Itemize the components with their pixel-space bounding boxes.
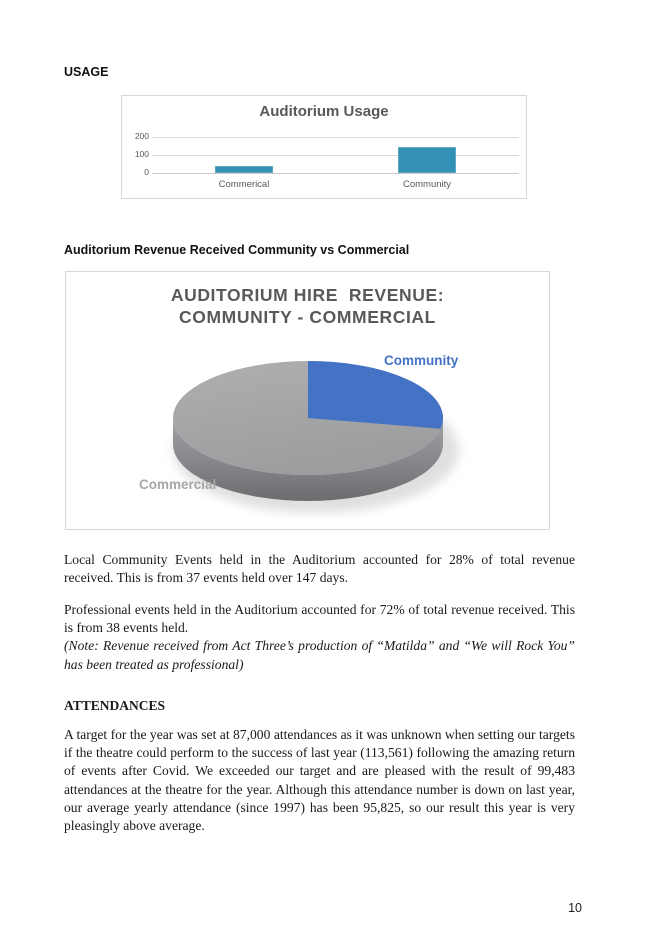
gridline-200 <box>152 137 519 138</box>
pie-slice-community <box>308 361 443 429</box>
gridline-100 <box>152 155 519 156</box>
pie-chart-title-line1: AUDITORIUM HIRE REVENUE: <box>170 285 445 305</box>
pie-chart-title-line2: COMMUNITY - COMMERCIAL <box>179 307 436 327</box>
revenue-heading: Auditorium Revenue Received Community vs Commercial <box>64 243 410 257</box>
pie-label-community: Community <box>384 353 459 368</box>
category-label: Community <box>402 178 452 190</box>
bar-chart <box>121 95 527 199</box>
y-tick-label: 0 <box>144 167 149 177</box>
usage-heading: USAGE <box>64 65 109 79</box>
pie-chart <box>65 271 550 530</box>
attendances-paragraph: A target for the year was set at 87,000 attendances as it was unknown when setting our targets if the theatre could perform to the success of last year (113,561) following the amazing return of events after Covid. We exceeded our target and are pleased with the result of 99,483 attendances at the theatre for the year. Although this attendance number is down on last year, our average yearly attendance (since 1997) has been 95,825, so our result this year is very pleasingly above average. <box>64 727 575 834</box>
pie-label-commercial: Commercial <box>139 477 217 492</box>
bar-community <box>398 147 456 173</box>
note-paragraph: (Note: Revenue received from Act Three’s production of “Matilda” and “We will Rock You” has been treated as professional) <box>64 638 575 672</box>
gridline-0 <box>152 173 519 174</box>
professional-events-block <box>64 601 575 674</box>
y-tick-label: 200 <box>134 131 149 141</box>
attendances-heading: ATTENDANCES <box>64 698 166 713</box>
y-tick-label: 100 <box>134 149 149 159</box>
category-label: Commerical <box>218 178 270 190</box>
professional-events-paragraph: Professional events held in the Auditorium accounted for 72% of total revenue received. This is from 38 events held. <box>64 602 575 636</box>
bar-chart-title: Auditorium Usage <box>259 103 389 120</box>
page-number: 10 <box>568 901 582 915</box>
pie-chart-title <box>66 284 549 328</box>
bar-commerical <box>215 166 273 173</box>
community-events-paragraph: Local Community Events held in the Auditorium accounted for 28% of total revenue received. This is from 37 events held over 147 days. <box>64 552 575 586</box>
